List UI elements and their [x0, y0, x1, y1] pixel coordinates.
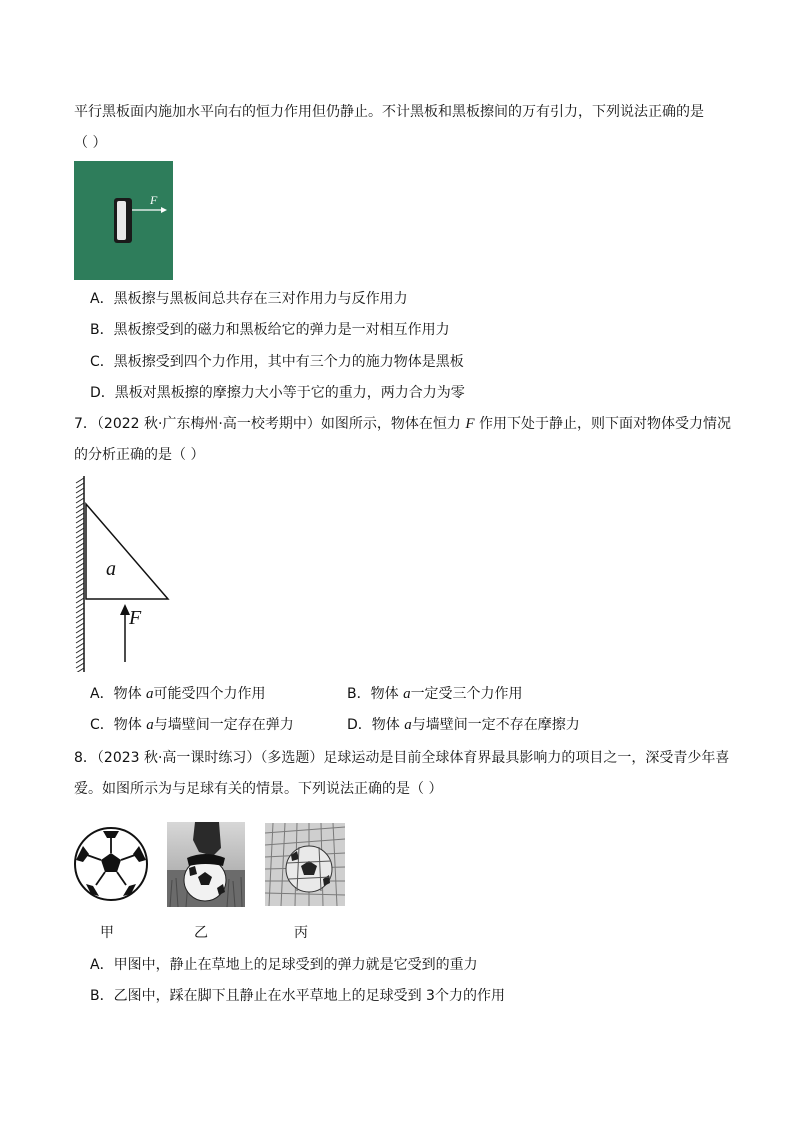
caption-bing: 丙 — [294, 925, 308, 941]
q7-stem-line1 — [74, 414, 731, 434]
q7-option-a: A．物体 a可能受四个力作用 — [90, 686, 266, 702]
q6-option-c: C．黑板擦受到四个力作用，其中有三个力的施力物体是黑板 — [90, 354, 464, 370]
q6-blackboard-figure — [74, 161, 174, 281]
block-label: a — [106, 558, 116, 580]
q6-option-d: D．黑板对黑板擦的摩擦力大小等于它的重力，两力合力为零 — [90, 385, 465, 401]
q6-option-b: B．黑板擦受到的磁力和黑板给它的弹力是一对相互作用力 — [90, 322, 450, 338]
q8-stem-line2: 爱。如图所示为与足球有关的情景。下列说法正确的是（ ） — [74, 781, 443, 797]
ball-in-net-photo — [265, 823, 345, 906]
q7-option-b: B．物体 a一定受三个力作用 — [347, 686, 523, 702]
q7-option-c: C．物体 a与墙壁间一定存在弹力 — [90, 717, 294, 733]
caption-jia: 甲 — [100, 925, 114, 941]
q6-stem-line2: （ ） — [74, 135, 107, 151]
q6-stem-line1: 平行黑板面内施加水平向右的恒力作用但仍静止。不计黑板和黑板擦间的万有引力，下列说法正确的是 — [74, 104, 704, 120]
triangle-block — [86, 504, 168, 599]
soccer-ball-icon — [73, 826, 149, 902]
q8-stem-line1: 8．（2023 秋·高一课时练习）（多选题）足球运动是目前全球体育界最具影响力的项目之一，深受青少年喜 — [74, 750, 730, 766]
foot-on-ball-photo — [167, 822, 245, 907]
blackboard-eraser — [114, 198, 132, 243]
q7-wall-figure — [70, 476, 180, 672]
q7-stem-force: F — [465, 416, 475, 432]
q8-option-b: B．乙图中，踩在脚下且静止在水平草地上的足球受到 3个力的作用 — [90, 988, 505, 1004]
q7-stem-pre: 7．（2022 秋·广东梅州·高一校考期中）如图所示，物体在恒力 — [74, 416, 466, 432]
q7-stem-line2: 的分析正确的是（ ） — [74, 447, 205, 463]
q6-option-a: A．黑板擦与黑板间总共存在三对作用力与反作用力 — [90, 291, 408, 307]
caption-yi: 乙 — [194, 925, 208, 941]
q7-option-d: D．物体 a与墙壁间一定不存在摩擦力 — [347, 717, 580, 733]
force-label: F — [129, 607, 142, 629]
q7-stem-post: 作用下处于静止，则下面对物体受力情况 — [474, 416, 731, 432]
q8-option-a: A．甲图中，静止在草地上的足球受到的弹力就是它受到的重力 — [90, 957, 478, 973]
force-label: F — [150, 193, 158, 207]
